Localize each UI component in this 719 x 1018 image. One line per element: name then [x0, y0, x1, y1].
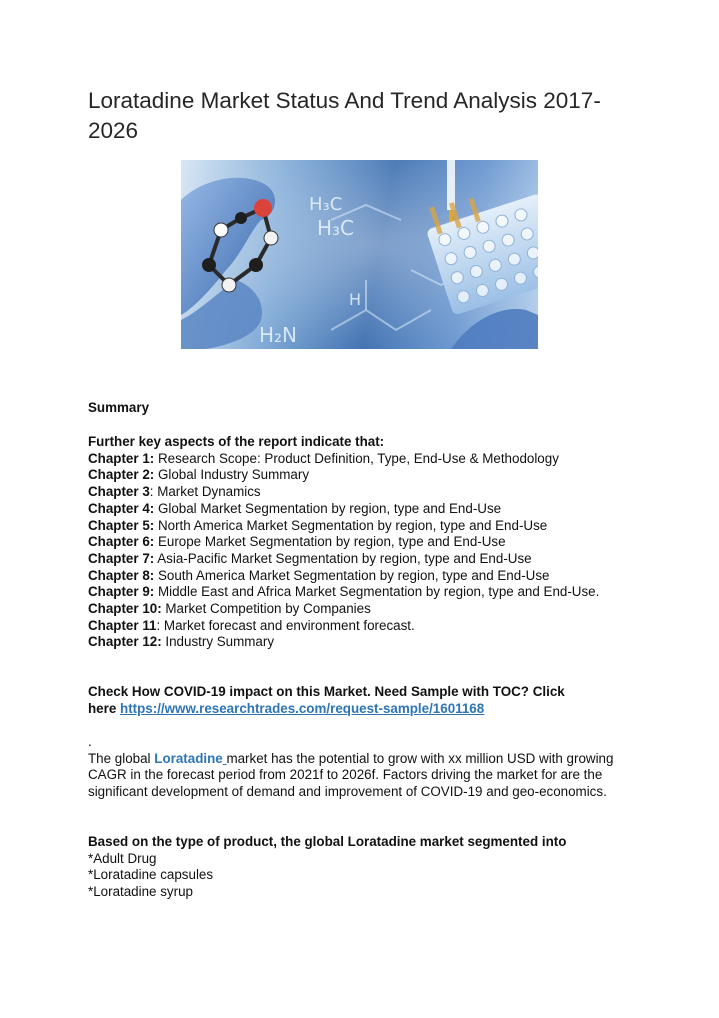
page-title: Loratadine Market Status And Trend Analysis 2017-2026: [88, 88, 601, 143]
chapter-label: Chapter 6:: [88, 534, 155, 550]
formula-label: H₂N: [259, 323, 298, 347]
chapter-label: Chapter 8:: [88, 567, 155, 583]
chapter-label: Chapter 2:: [88, 467, 155, 483]
chapter-text: : Market Dynamics: [149, 484, 261, 500]
segment-heading: Based on the type of product, the global Loratadine market segmented into: [88, 834, 567, 849]
chapter-item: [88, 501, 648, 518]
covid-line: Check How COVID-19 impact on this Market. Need Sample with TOC? Click: [88, 684, 565, 699]
chapter-text: Industry Summary: [161, 634, 275, 650]
chapter-item: [88, 534, 648, 551]
chapter-text: : Market forecast and environment forecast.: [156, 617, 415, 633]
chapter-text: Global Industry Summary: [154, 467, 310, 483]
covid-notice: [88, 684, 648, 717]
segment-item: *Loratadine capsules: [88, 867, 214, 883]
chapter-text: Europe Market Segmentation by region, type and End-Use: [154, 534, 506, 550]
chapter-label: Chapter 11: [88, 617, 157, 633]
chapter-text: North America Market Segmentation by region, type and End-Use: [154, 517, 548, 533]
chapter-item: [88, 467, 648, 484]
chapter-label: Chapter 12:: [88, 634, 162, 650]
market-paragraph: [88, 734, 648, 801]
chapter-text: South America Market Segmentation by region, type and End-Use: [154, 567, 550, 583]
formula-label: H: [349, 290, 362, 309]
chapter-item: [88, 484, 648, 501]
chapter-text: Market Competition by Companies: [161, 601, 371, 617]
market-text-rest: market has the potential to grow with xx million USD with growing CAGR in the forecast period from 2021f to 2026f. Factors driving the market for are the significant development of demand and improvement of COVID-19 and geo-economics.: [88, 750, 614, 800]
chapter-label: Chapter 9:: [88, 584, 155, 600]
chapter-text: Global Market Segmentation by region, type and End-Use: [154, 500, 502, 516]
chapter-label: Chapter 1:: [88, 450, 155, 466]
segment-item: *Adult Drug: [88, 850, 157, 866]
chapter-item: [88, 584, 648, 601]
sample-link[interactable]: https://www.researchtrades.com/request-sample/1601168: [120, 700, 485, 716]
hero-image: [181, 160, 538, 349]
chapter-item: [88, 601, 648, 618]
loratadine-link[interactable]: Loratadine: [154, 750, 223, 766]
formula-label: H₃C: [317, 216, 355, 240]
summary-heading: Summary: [88, 400, 150, 415]
chapter-item: [88, 618, 648, 635]
chapter-label: Chapter 3: [88, 484, 150, 500]
segment-item: *Loratadine syrup: [88, 884, 193, 900]
segment-section: [88, 834, 648, 901]
chapter-label: Chapter 7:: [88, 550, 155, 566]
chapter-item: [88, 551, 648, 568]
formula-label: H₃C: [309, 194, 343, 215]
chapter-item: [88, 451, 648, 468]
chapter-item: [88, 634, 648, 651]
chapter-list: [88, 434, 648, 651]
chapter-text: Asia-Pacific Market Segmentation by region, type and End-Use: [154, 550, 532, 566]
chapter-label: Chapter 4:: [88, 500, 155, 516]
chapter-text: Research Scope: Product Definition, Type, End-Use & Methodology: [154, 450, 559, 466]
chapter-label: Chapter 5:: [88, 517, 155, 533]
market-text: [88, 751, 648, 801]
molecule-lab-photo-icon: [181, 160, 538, 349]
covid-line-prefix: here: [88, 700, 121, 716]
aspects-heading: Further key aspects of the report indicate that:: [88, 434, 385, 449]
chapter-text: Middle East and Africa Market Segmentation by region, type and End-Use.: [154, 584, 600, 600]
covid-line: [88, 701, 648, 718]
chapter-item: [88, 518, 648, 535]
market-text-prefix: The global: [88, 750, 155, 766]
chapter-item: [88, 568, 648, 585]
chapter-label: Chapter 10:: [88, 601, 162, 617]
separator-dot: .: [88, 734, 92, 749]
